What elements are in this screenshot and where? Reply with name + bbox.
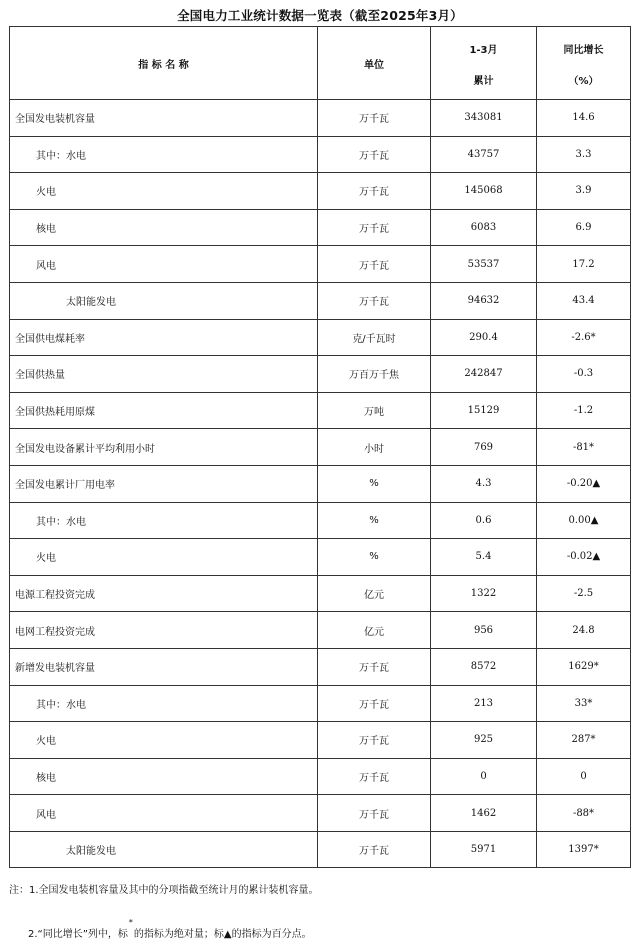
header-period-range: 1-3月 bbox=[469, 45, 498, 56]
cumulative-value-cell: 15129 bbox=[431, 392, 537, 429]
unit-cell: 万千瓦 bbox=[318, 831, 431, 868]
table-row bbox=[10, 209, 631, 246]
indicator-name: 火电 bbox=[36, 187, 56, 199]
growth-cell: -0.02▲ bbox=[537, 539, 631, 576]
indicator-name-cell bbox=[10, 282, 318, 319]
cumulative-value-cell: 0 bbox=[431, 758, 537, 795]
header-growth-label: 同比增长 bbox=[563, 45, 604, 56]
indicator-name-cell bbox=[10, 722, 318, 759]
growth-cell: -0.3 bbox=[537, 356, 631, 393]
unit-cell: % bbox=[318, 539, 431, 576]
indicator-name-cell bbox=[10, 575, 318, 612]
header-period-cumulative: 累计 bbox=[473, 76, 494, 87]
growth-cell: 24.8 bbox=[537, 612, 631, 649]
footnote-2 bbox=[28, 918, 312, 940]
growth-cell: -2.6* bbox=[537, 319, 631, 356]
header-growth bbox=[537, 27, 631, 100]
growth-cell: 1629* bbox=[537, 648, 631, 685]
table-row bbox=[10, 100, 631, 137]
indicator-name: 风电 bbox=[36, 809, 56, 821]
table-row bbox=[10, 612, 631, 649]
indicator-name-cell bbox=[10, 392, 318, 429]
cumulative-value-cell: 4.3 bbox=[431, 465, 537, 502]
page-title: 全国电力工业统计数据一览表（截至2025年3月） bbox=[177, 8, 463, 23]
growth-cell: 0.00▲ bbox=[537, 502, 631, 539]
table-row bbox=[10, 831, 631, 868]
footnote-2-star: * bbox=[128, 918, 133, 927]
indicator-name-cell bbox=[10, 429, 318, 466]
table-row bbox=[10, 392, 631, 429]
indicator-name: 全国供热量 bbox=[15, 370, 65, 382]
unit-cell: 万千瓦 bbox=[318, 722, 431, 759]
indicator-name-cell bbox=[10, 795, 318, 832]
growth-cell: 6.9 bbox=[537, 209, 631, 246]
header-indicator-name: 指 标 名 称 bbox=[10, 27, 318, 100]
indicator-name-cell bbox=[10, 246, 318, 283]
cumulative-value-cell: 8572 bbox=[431, 648, 537, 685]
unit-cell: 万吨 bbox=[318, 392, 431, 429]
indicator-name: 全国供热耗用原煤 bbox=[15, 407, 95, 419]
table-row bbox=[10, 356, 631, 393]
indicator-name: 全国发电累计厂用电率 bbox=[15, 480, 115, 492]
indicator-name: 火电 bbox=[36, 553, 56, 565]
header-unit: 单位 bbox=[318, 27, 431, 100]
cumulative-value-cell: 6083 bbox=[431, 209, 537, 246]
cumulative-value-cell: 5971 bbox=[431, 831, 537, 868]
unit-cell: 万千瓦 bbox=[318, 795, 431, 832]
indicator-name-cell bbox=[10, 831, 318, 868]
unit-cell: 万千瓦 bbox=[318, 246, 431, 283]
header-period bbox=[431, 27, 537, 100]
growth-cell: 3.9 bbox=[537, 173, 631, 210]
indicator-name-cell bbox=[10, 319, 318, 356]
cumulative-value-cell: 343081 bbox=[431, 100, 537, 137]
growth-cell: 14.6 bbox=[537, 100, 631, 137]
table-header-row bbox=[10, 27, 631, 100]
indicator-name-cell bbox=[10, 209, 318, 246]
unit-cell: 小时 bbox=[318, 429, 431, 466]
indicator-name: 风电 bbox=[36, 260, 56, 272]
indicator-name: 新增发电装机容量 bbox=[15, 663, 95, 675]
cumulative-value-cell: 145068 bbox=[431, 173, 537, 210]
indicator-name: 核电 bbox=[36, 224, 56, 236]
table-row bbox=[10, 685, 631, 722]
table-body bbox=[10, 100, 631, 868]
growth-cell: 287* bbox=[537, 722, 631, 759]
cumulative-value-cell: 53537 bbox=[431, 246, 537, 283]
indicator-name: 全国发电设备累计平均利用小时 bbox=[15, 443, 155, 455]
unit-cell: 万千瓦 bbox=[318, 685, 431, 722]
table-row bbox=[10, 648, 631, 685]
indicator-name: 其中：水电 bbox=[36, 150, 86, 162]
cumulative-value-cell: 213 bbox=[431, 685, 537, 722]
table-row bbox=[10, 173, 631, 210]
unit-cell: 万千瓦 bbox=[318, 648, 431, 685]
table-row bbox=[10, 539, 631, 576]
cumulative-value-cell: 94632 bbox=[431, 282, 537, 319]
table-row bbox=[10, 282, 631, 319]
indicator-name-cell bbox=[10, 539, 318, 576]
unit-cell: 万千瓦 bbox=[318, 209, 431, 246]
table-row bbox=[10, 429, 631, 466]
indicator-name: 火电 bbox=[36, 736, 56, 748]
table-row bbox=[10, 319, 631, 356]
cumulative-value-cell: 0.6 bbox=[431, 502, 537, 539]
indicator-name-cell bbox=[10, 136, 318, 173]
table-row bbox=[10, 575, 631, 612]
indicator-name: 其中：水电 bbox=[36, 699, 86, 711]
indicator-name: 全国供电煤耗率 bbox=[15, 333, 85, 345]
indicator-name-cell bbox=[10, 173, 318, 210]
indicator-name-cell bbox=[10, 648, 318, 685]
indicator-name: 电网工程投资完成 bbox=[15, 626, 95, 638]
growth-cell: 3.3 bbox=[537, 136, 631, 173]
unit-cell: 万千瓦 bbox=[318, 100, 431, 137]
indicator-name: 核电 bbox=[36, 772, 56, 784]
growth-cell: -81* bbox=[537, 429, 631, 466]
footnote-2-part-b: 的指标为绝对量；标▲的指标为百分点。 bbox=[133, 929, 312, 940]
cumulative-value-cell: 925 bbox=[431, 722, 537, 759]
indicator-name-cell bbox=[10, 612, 318, 649]
cumulative-value-cell: 769 bbox=[431, 429, 537, 466]
indicator-name-cell bbox=[10, 465, 318, 502]
growth-cell: 33* bbox=[537, 685, 631, 722]
indicator-name: 全国发电装机容量 bbox=[15, 114, 95, 126]
cumulative-value-cell: 5.4 bbox=[431, 539, 537, 576]
unit-cell: 克/千瓦时 bbox=[318, 319, 431, 356]
indicator-name: 太阳能发电 bbox=[66, 846, 116, 858]
cumulative-value-cell: 1462 bbox=[431, 795, 537, 832]
growth-cell: -2.5 bbox=[537, 575, 631, 612]
statistics-table bbox=[9, 26, 631, 868]
unit-cell: 亿元 bbox=[318, 612, 431, 649]
cumulative-value-cell: 242847 bbox=[431, 356, 537, 393]
cumulative-value-cell: 290.4 bbox=[431, 319, 537, 356]
table-row bbox=[10, 502, 631, 539]
unit-cell: % bbox=[318, 465, 431, 502]
growth-cell: 43.4 bbox=[537, 282, 631, 319]
cumulative-value-cell: 956 bbox=[431, 612, 537, 649]
indicator-name-cell bbox=[10, 758, 318, 795]
table-row bbox=[10, 758, 631, 795]
indicator-name-cell bbox=[10, 356, 318, 393]
indicator-name-cell bbox=[10, 502, 318, 539]
unit-cell: 万千瓦 bbox=[318, 173, 431, 210]
table-row bbox=[10, 465, 631, 502]
growth-cell: -88* bbox=[537, 795, 631, 832]
table-row bbox=[10, 795, 631, 832]
indicator-name: 太阳能发电 bbox=[66, 297, 116, 309]
footnote-2-part-a: 2.“同比增长”列中，标 bbox=[28, 929, 128, 940]
unit-cell: 亿元 bbox=[318, 575, 431, 612]
footnote-1: 注：1.全国发电装机容量及其中的分项指截至统计月的累计装机容量。 bbox=[9, 885, 319, 896]
unit-cell: 万千瓦 bbox=[318, 282, 431, 319]
table-row bbox=[10, 722, 631, 759]
indicator-name: 其中：水电 bbox=[36, 516, 86, 528]
growth-cell: 0 bbox=[537, 758, 631, 795]
indicator-name-cell bbox=[10, 685, 318, 722]
unit-cell: 万千瓦 bbox=[318, 758, 431, 795]
unit-cell: % bbox=[318, 502, 431, 539]
unit-cell: 万百万千焦 bbox=[318, 356, 431, 393]
indicator-name: 电源工程投资完成 bbox=[15, 590, 95, 602]
indicator-name-cell bbox=[10, 100, 318, 137]
table-row bbox=[10, 136, 631, 173]
unit-cell: 万千瓦 bbox=[318, 136, 431, 173]
growth-cell: 17.2 bbox=[537, 246, 631, 283]
cumulative-value-cell: 43757 bbox=[431, 136, 537, 173]
header-growth-unit: （%） bbox=[568, 76, 599, 87]
growth-cell: 1397* bbox=[537, 831, 631, 868]
cumulative-value-cell: 1322 bbox=[431, 575, 537, 612]
table-row bbox=[10, 246, 631, 283]
growth-cell: -1.2 bbox=[537, 392, 631, 429]
growth-cell: -0.20▲ bbox=[537, 465, 631, 502]
